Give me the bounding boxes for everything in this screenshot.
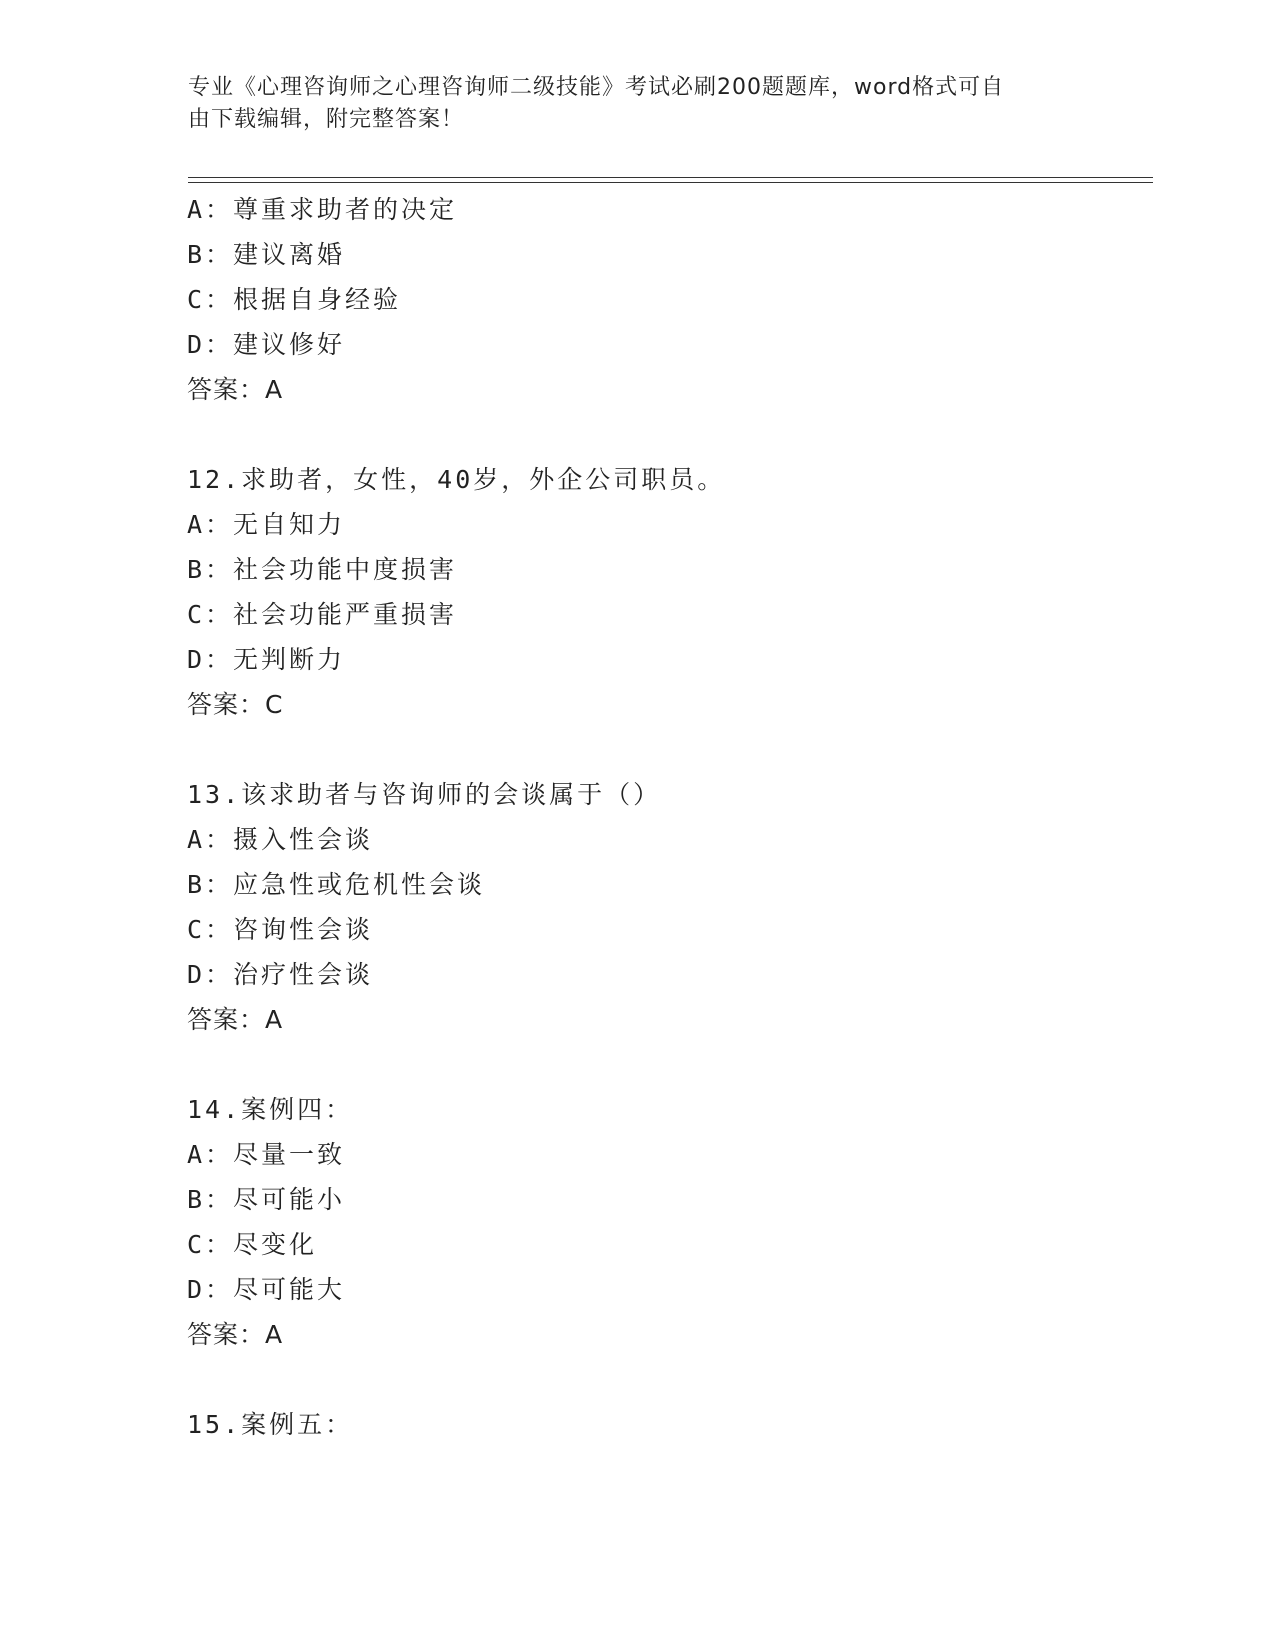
question-14: 14.案例四：	[187, 1095, 354, 1124]
option-c: C：咨询性会谈	[187, 915, 374, 944]
option-c: C：根据自身经验	[187, 285, 402, 314]
option-b: B：社会功能中度损害	[187, 555, 458, 584]
option-b: B：应急性或危机性会谈	[187, 870, 486, 899]
option-a: A：尊重求助者的决定	[187, 195, 458, 224]
option-b: B：建议离婚	[187, 240, 346, 269]
document-header	[188, 72, 1068, 136]
header-divider-top	[188, 177, 1153, 178]
option-c: C：尽变化	[187, 1230, 318, 1259]
question-12: 12.求助者，女性，40岁，外企公司职员。	[187, 465, 726, 494]
option-b: B：尽可能小	[187, 1185, 346, 1214]
answer-line: 答案：A	[187, 1320, 284, 1349]
option-d: D：尽可能大	[187, 1275, 346, 1304]
header-line-1: 专业《心理咨询师之心理咨询师二级技能》考试必刷200题题库，word格式可自	[188, 75, 1005, 100]
option-a: A：摄入性会谈	[187, 825, 374, 854]
question-13: 13.该求助者与咨询师的会谈属于（）	[187, 780, 662, 809]
header-line-2: 由下载编辑，附完整答案！	[188, 107, 465, 132]
header-divider-bottom	[188, 182, 1153, 183]
option-a: A：尽量一致	[187, 1140, 346, 1169]
answer-line: 答案：A	[187, 1005, 284, 1034]
option-a: A：无自知力	[187, 510, 346, 539]
answer-line: 答案：A	[187, 375, 284, 404]
option-d: D：无判断力	[187, 645, 346, 674]
question-15: 15.案例五：	[187, 1410, 354, 1439]
option-c: C：社会功能严重损害	[187, 600, 458, 629]
option-d: D：建议修好	[187, 330, 346, 359]
answer-line: 答案：C	[187, 690, 284, 719]
option-d: D：治疗性会谈	[187, 960, 374, 989]
